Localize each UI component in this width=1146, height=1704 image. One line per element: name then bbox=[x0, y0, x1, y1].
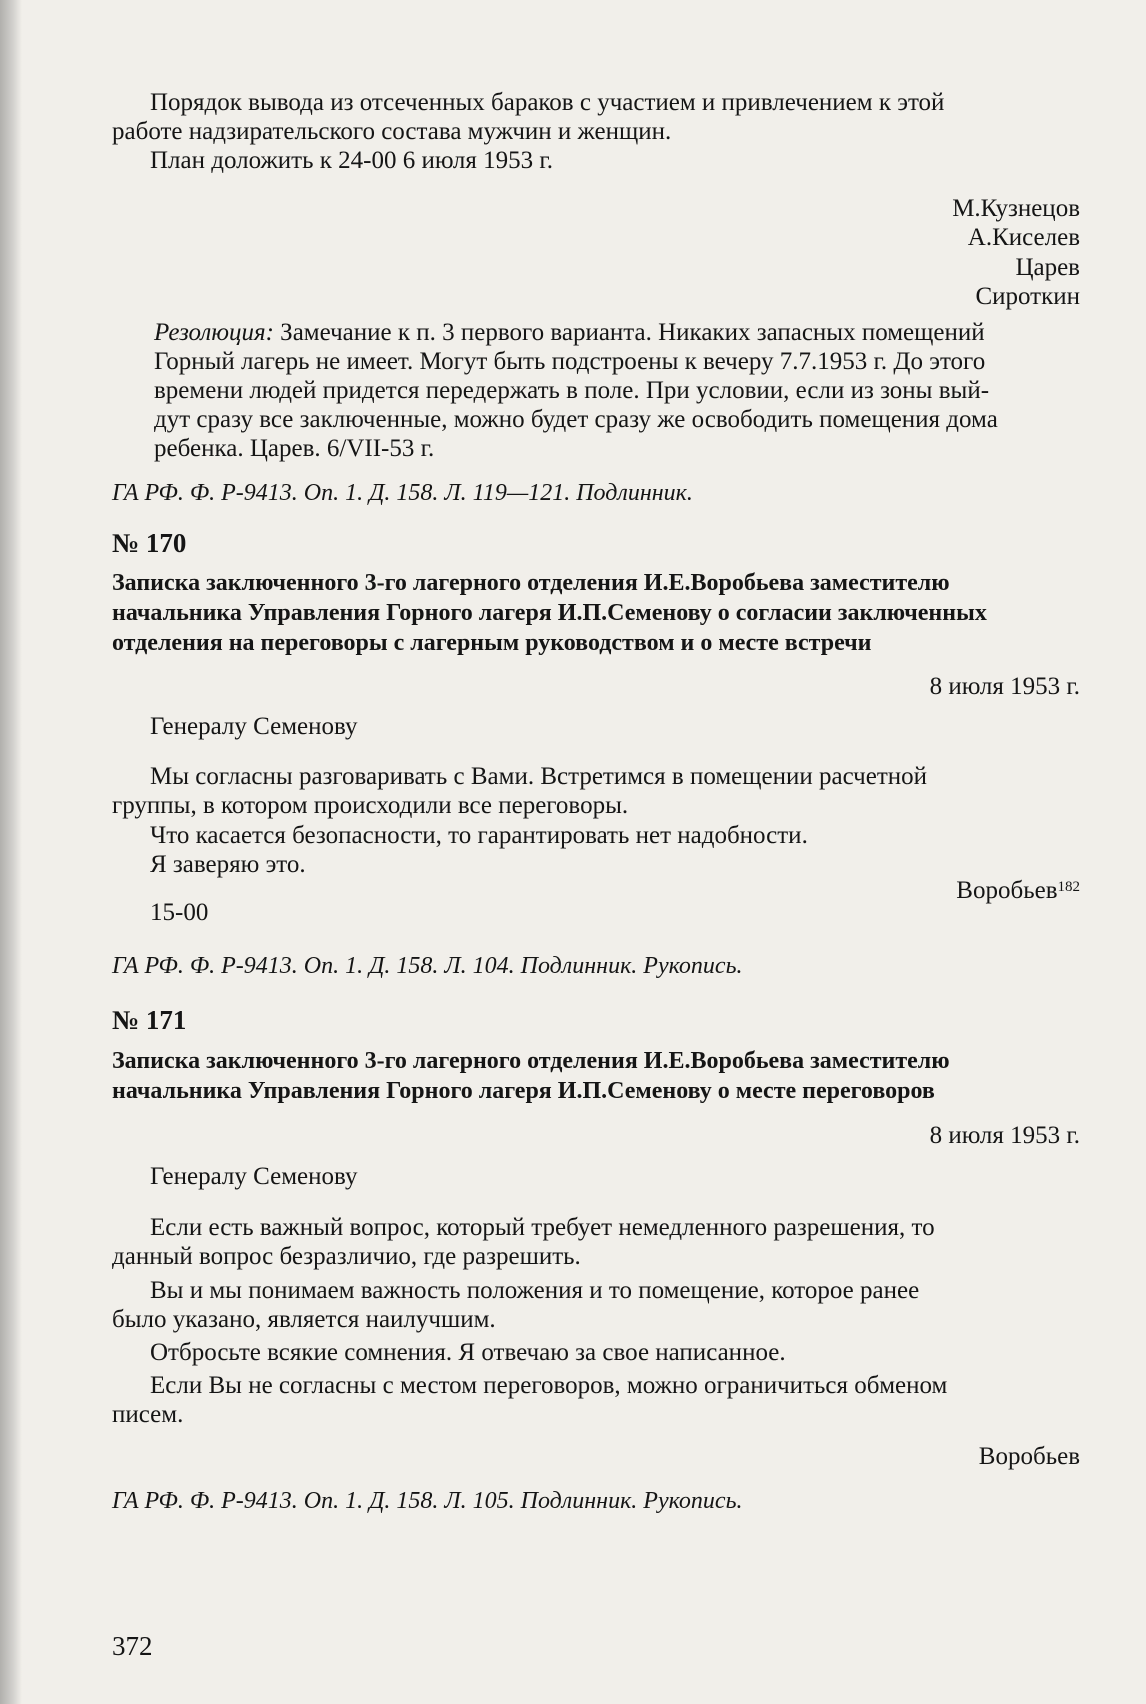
resolution-line: Горный лагерь не имеет. Могут быть подстроены к вечеру 7.7.1953 г. До этого bbox=[154, 348, 986, 375]
resolution-text: Замечание к п. 3 первого варианта. Никаких запасных помещений bbox=[280, 319, 985, 346]
signatory: Сироткин bbox=[975, 283, 1080, 310]
body-line: Мы согласны разговаривать с Вами. Встретимся в помещении расчетной bbox=[150, 763, 928, 790]
page-number: 372 bbox=[112, 1631, 153, 1661]
signature: Воробьев bbox=[978, 1443, 1080, 1470]
addressee: Генералу Семенову bbox=[150, 1163, 358, 1190]
body-line: было указано, является наилучшим. bbox=[112, 1306, 496, 1333]
body-line: Если Вы не согласны с местом переговоров, можно ограничиться обменом bbox=[150, 1372, 948, 1399]
page-edge-shadow bbox=[0, 0, 22, 1704]
body-line: Если есть важный вопрос, который требует немедленного разрешения, то bbox=[150, 1214, 935, 1241]
paragraph-line: Порядок вывода из отсеченных бараков с участием и привлечением к этой bbox=[150, 89, 945, 116]
document-date: 8 июля 1953 г. bbox=[929, 1122, 1080, 1149]
signature-name: Воробьев bbox=[956, 877, 1058, 904]
body-line: Я заверяю это. bbox=[150, 851, 306, 878]
document-title-line: начальника Управления Горного лагеря И.П.Семенову о месте переговоров bbox=[112, 1078, 935, 1104]
resolution-label: Резолюция: bbox=[154, 319, 274, 346]
resolution-line: дут сразу все заключенные, можно будет сразу же освободить помещения дома bbox=[154, 406, 998, 433]
resolution-line-1 bbox=[154, 317, 985, 349]
document-date: 8 июля 1953 г. bbox=[929, 673, 1080, 700]
body-line: Отбросьте всякие сомнения. Я отвечаю за свое написанное. bbox=[150, 1339, 786, 1366]
resolution-line: времени людей придется передержать в поле. При условии, если из зоны вый- bbox=[154, 377, 990, 404]
body-line: группы, в котором происходили все переговоры. bbox=[112, 792, 629, 819]
document-title-line: отделения на переговоры с лагерным руководством и о месте встречи bbox=[112, 630, 872, 656]
document-title-line: Записка заключенного 3-го лагерного отделения И.Е.Воробьева заместителю bbox=[112, 570, 950, 596]
document-title-line: начальника Управления Горного лагеря И.П.Семенову о согласии заключенных bbox=[112, 600, 987, 626]
paragraph-line: План доложить к 24-00 6 июля 1953 г. bbox=[150, 147, 554, 174]
signatory: М.Кузнецов bbox=[952, 195, 1080, 222]
signatory: Царев bbox=[1015, 254, 1080, 281]
document-title-line: Записка заключенного 3-го лагерного отделения И.Е.Воробьева заместителю bbox=[112, 1048, 950, 1074]
archive-citation: ГА РФ. Ф. Р-9413. Оп. 1. Д. 158. Л. 105. Подлинник. Рукопись. bbox=[112, 1488, 743, 1514]
body-line: Что касается безопасности, то гарантировать нет надобности. bbox=[150, 822, 808, 849]
archive-citation: ГА РФ. Ф. Р-9413. Оп. 1. Д. 158. Л. 119—121. Подлинник. bbox=[112, 480, 693, 506]
addressee: Генералу Семенову bbox=[150, 713, 358, 740]
document-time: 15-00 bbox=[150, 899, 209, 926]
paragraph-line: работе надзирательского состава мужчин и женщин. bbox=[112, 118, 672, 145]
document-number: № 170 bbox=[112, 528, 187, 558]
body-line: писем. bbox=[112, 1401, 184, 1428]
footnote-marker: 182 bbox=[1057, 879, 1080, 895]
body-line: данный вопрос безразличио, где разрешить. bbox=[112, 1243, 581, 1270]
document-number: № 171 bbox=[112, 1005, 187, 1035]
signatory: А.Киселев bbox=[967, 224, 1080, 251]
archive-citation: ГА РФ. Ф. Р-9413. Оп. 1. Д. 158. Л. 104. Подлинник. Рукопись. bbox=[112, 953, 743, 979]
signature bbox=[956, 875, 1080, 907]
body-line: Вы и мы понимаем важность положения и то помещение, которое ранее bbox=[150, 1277, 920, 1304]
resolution-line: ребенка. Царев. 6/VII-53 г. bbox=[154, 435, 435, 462]
